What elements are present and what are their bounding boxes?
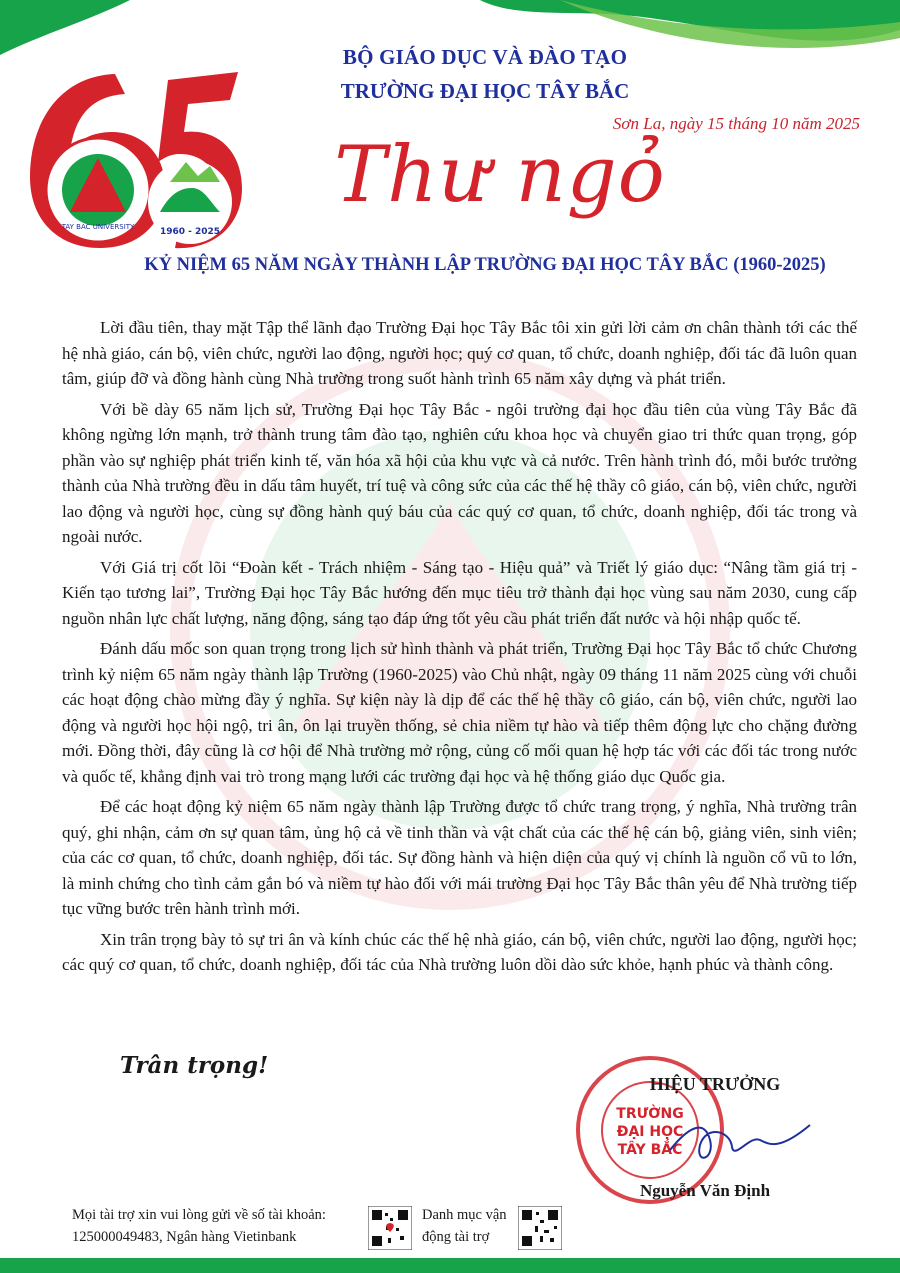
ministry-name: BỘ GIÁO DỤC VÀ ĐÀO TẠO [342,45,628,69]
logo-years: 1960 - 2025 [159,227,221,237]
signer-name: Nguyễn Văn Định [639,1181,771,1200]
letter-date: Sơn La, ngày 15 tháng 10 năm 2025 [612,114,860,133]
stamp-line-1: TRƯỜNG [616,1106,684,1122]
logo-ring-text-en: TAY BAC UNIVERSITY [61,223,135,231]
letter-title: Thư ngỏ [334,130,666,220]
signer-title: HIỆU TRƯỞNG [649,1074,781,1094]
bottom-green-bar [0,1258,900,1273]
paragraph-1: Lời đầu tiên, thay mặt Tập thể lãnh đạo Trường Đại học Tây Bắc tôi xin gửi lời cảm ơn chân thành tới các thế hệ nhà giáo, cán bộ, viên chức, người lao động, người học; quý cơ quan, tổ chức, doanh nghiệp, đối tác đã luôn quan tâm, giúp đỡ và đồng hành cùng Nhà trường trong suốt hành trình 65 năm xây dựng và phát triển. [62,318,857,388]
letter-subtitle: KỶ NIỆM 65 NĂM NGÀY THÀNH LẬP TRƯỜNG ĐẠI HỌC TÂY BẮC (1960-2025) [144,255,826,275]
catalog-info: Danh mục vận động tài trợ [422,1207,507,1245]
paragraph-4: Đánh dấu mốc son quan trọng trong lịch sử hình thành và phát triển, Trường Đại học Tây Bắc tổ chức Chương trình kỷ niệm 65 năm ngày thành lập Trường (1960-2025) vào Chủ nhật, ngày 09 tháng 11 năm 2025 cùng với chuỗi các hoạt động chào mừng đầy ý nghĩa. Sự kiện này là dịp để các thế hệ thầy cô giáo, cán bộ, viên chức, người lao động và người học hội ngộ, tri ân, ôn lại truyền thống, sẻ chia niềm tự hào và tiếp thêm động lực cho chặng đường mới. Đồng thời, đây cũng là cơ hội để Nhà trường mở rộng, củng cố mối quan hệ hợp tác với các đối tác trong nước và quốc tế, khẳng định vai trò trong mạng lưới các trường đại học và hệ thống giáo dục Quốc gia. [62,639,857,786]
paragraph-2: Với bề dày 65 năm lịch sử, Trường Đại học Tây Bắc - ngôi trường đại học đầu tiên của vùng Tây Bắc đã không ngừng lớn mạnh, trở thành trung tâm đào tạo, nghiên cứu khoa học và chuyển giao tri thức quan trọng, góp phần vào sự nghiệp phát triển kinh tế, văn hóa xã hội của khu vực và cả nước. Trên hành trình đó, mỗi bước trưởng thành của Nhà trường đều in dấu tâm huyết, trí tuệ và công sức của các thế hệ thầy cô giáo, cán bộ, viên chức, người lao động và người học, cùng sự đồng hành quý báu của các quý cơ quan, tổ chức, doanh nghiệp, đối tác trong và ngoài nước. [62,399,857,546]
donation-info: Mọi tài trợ xin vui lòng gửi về số tài khoản: 125000049483, Ngân hàng Vietinbank [72,1207,326,1245]
letter-body [62,315,857,983]
paragraph-5: Để các hoạt động kỷ niệm 65 năm ngày thành lập Trường được tổ chức trang trọng, ý nghĩa, Nhà trường trân quý, ghi nhận, cảm ơn sự quan tâm, ủng hộ cả về tinh thần và vật chất của các thế hệ cán bộ, giảng viên, sinh viên; của các cơ quan, tổ chức, doanh nghiệp, đối tác. Sự đồng hành và hiện diện của quý vị chính là nguồn cổ vũ to lớn, là minh chứng cho tình cảm gắn bó và niềm tự hào đối với mái trường Đại học Tây Bắc thân yêu để Nhà trường tiếp tục vững bước trên hành trình mới. [62,797,857,918]
stamp-line-2: ĐẠI HỌC [616,1124,684,1140]
catalog-qr-icon[interactable] [518,1206,562,1250]
school-name: TRƯỜNG ĐẠI HỌC TÂY BẮC [340,79,630,103]
paragraph-3: Với Giá trị cốt lõi “Đoàn kết - Trách nhiệm - Sáng tạo - Hiệu quả” và Triết lý giáo dục: “Nâng tầm giá trị - Kiến tạo tương lai”, Trường Đại học Tây Bắc hướng đến mục tiêu trở thành đại học vùng sau năm 2030, cung cấp nguồn nhân lực chất lượng, năng động, sáng tạo đáp ứng tốt yêu cầu phát triển đất nước và hội nhập quốc tế. [62,557,857,628]
closing-regards: Trân trọng! [120,1052,269,1079]
stamp-line-3: TÂY BẮC [617,1142,683,1158]
signature [660,1105,820,1175]
anniversary-logo [20,62,245,252]
donation-qr-icon[interactable] [368,1206,412,1250]
paragraph-6: Xin trân trọng bày tỏ sự tri ân và kính chúc các thế hệ nhà giáo, cán bộ, viên chức, người lao động, người học; các quý cơ quan, tổ chức, doanh nghiệp, đối tác của Nhà trường luôn dồi dào sức khỏe, hạnh phúc và thành công. [62,929,857,974]
